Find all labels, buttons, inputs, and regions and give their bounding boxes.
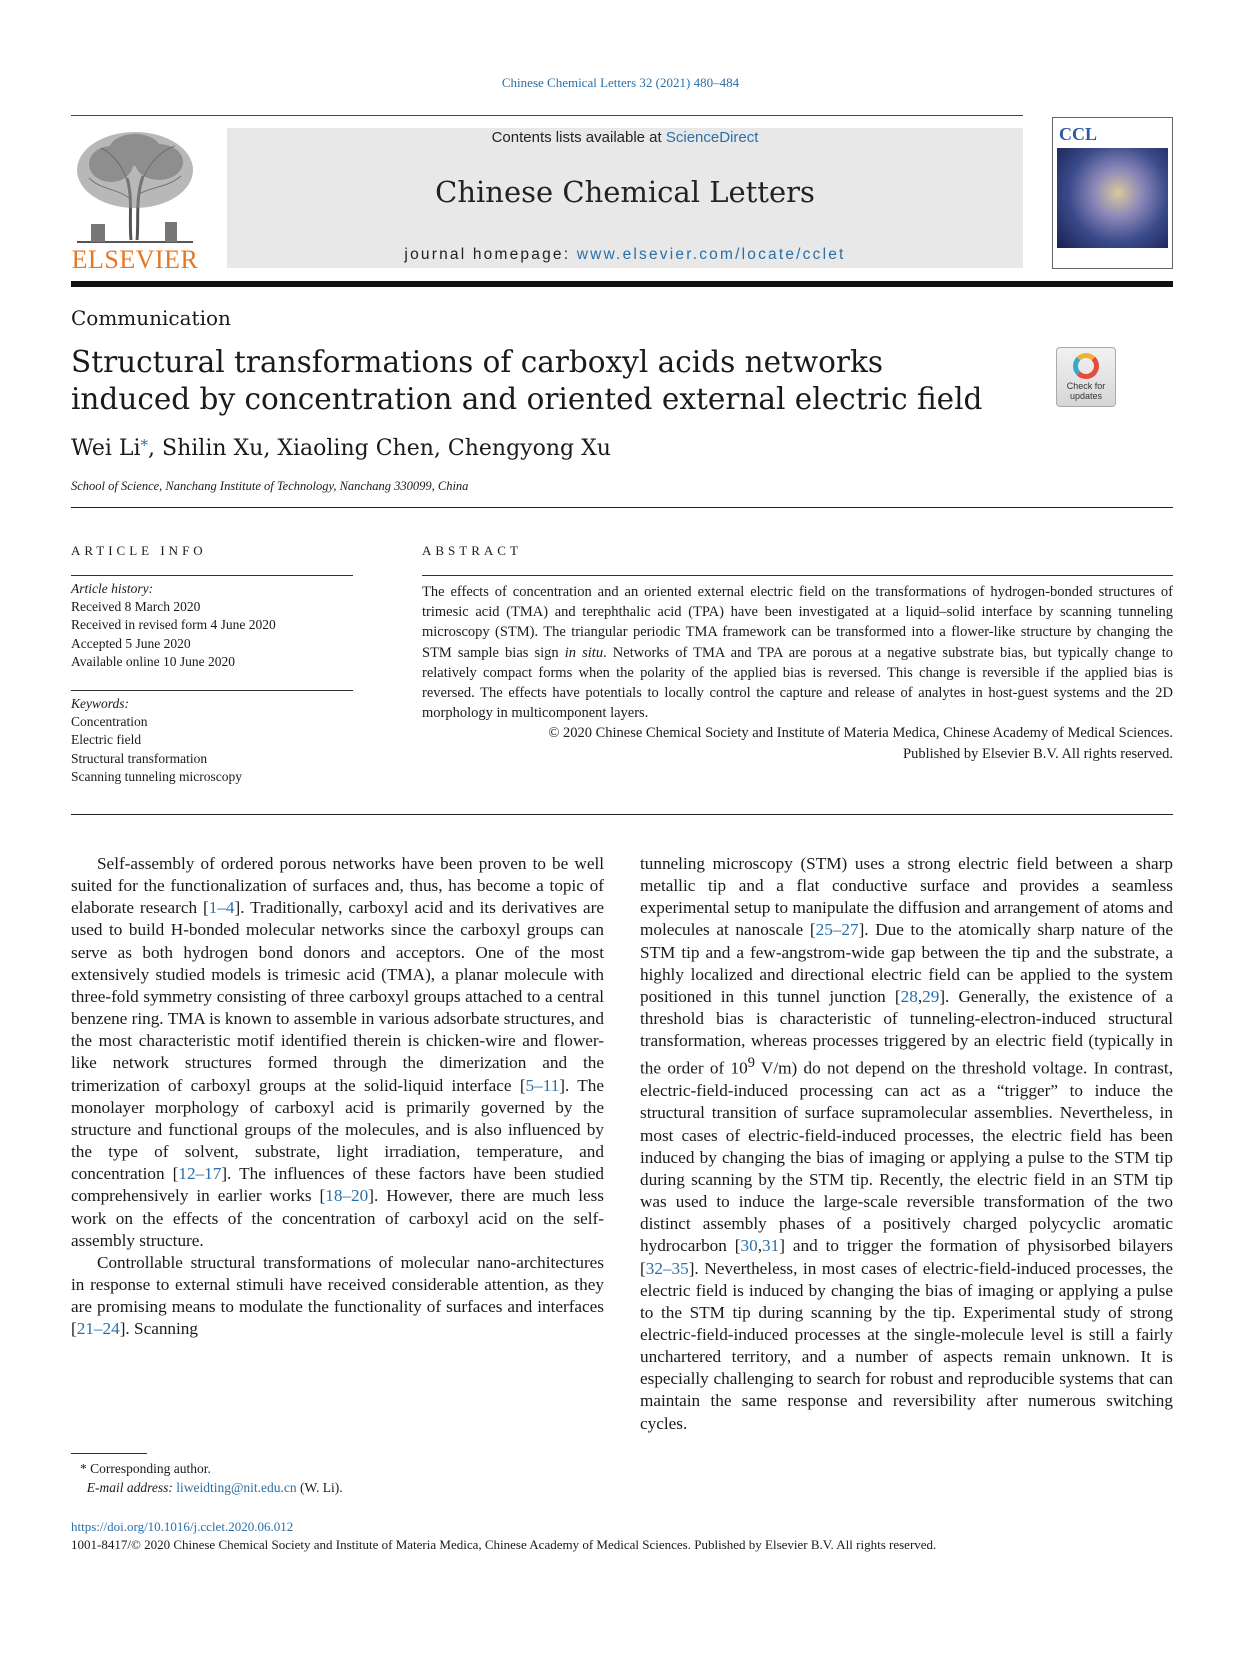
check-for-updates-button[interactable] bbox=[1056, 347, 1116, 407]
footnote bbox=[80, 1459, 343, 1497]
other-authors: , Shilin Xu, Xiaoling Chen, Chengyong Xu bbox=[148, 436, 611, 461]
article-title: Structural transformations of carboxyl acids networks induced by concentration and oriented external electric field bbox=[71, 345, 983, 416]
contents-prefix: Contents lists available at bbox=[491, 129, 666, 146]
citation-link[interactable]: 12–17 bbox=[178, 1164, 222, 1184]
crossmark-icon bbox=[1073, 353, 1099, 379]
section-rule bbox=[71, 507, 1173, 508]
history-item: Received 8 March 2020 bbox=[71, 599, 201, 615]
history-label: Article history: bbox=[71, 581, 154, 596]
keywords-rule bbox=[71, 690, 353, 691]
corresponding-author-marker[interactable]: * bbox=[140, 436, 149, 454]
history-item: Accepted 5 June 2020 bbox=[71, 635, 191, 651]
abstract-end-rule bbox=[71, 814, 1173, 815]
sciencedirect-link[interactable]: ScienceDirect bbox=[665, 129, 759, 146]
history-item: Received in revised form 4 June 2020 bbox=[71, 617, 276, 633]
issn-copyright: 1001-8417/© 2020 Chinese Chemical Society and Institute of Materia Medica, Chinese Academy of Medical Sciences. Published by Elsevier B.V. All rights reserved. bbox=[71, 1537, 937, 1552]
abstract-text bbox=[422, 582, 1173, 723]
abstract-heading: ABSTRACT bbox=[422, 543, 522, 558]
footnote-rule bbox=[71, 1453, 147, 1454]
footnote-text: Corresponding author. bbox=[90, 1461, 211, 1476]
body-text: ]. The influences of these factors have been studied comprehensively in earlier works [ bbox=[71, 1164, 604, 1206]
homepage-line bbox=[227, 246, 1023, 264]
footnote-star: * bbox=[80, 1461, 87, 1476]
abstract-copyright: Published by Elsevier B.V. All rights reserved. bbox=[903, 745, 1173, 762]
abstract-rule bbox=[422, 575, 1173, 576]
body-text: , bbox=[917, 986, 923, 1006]
citation-link[interactable]: 18–20 bbox=[325, 1186, 369, 1206]
article-history bbox=[71, 580, 276, 671]
body-column-left bbox=[71, 853, 604, 1340]
body-text: ] and to trigger the formation of physisorbed bilayers [ bbox=[640, 1236, 1173, 1278]
email-footnote bbox=[80, 1478, 343, 1497]
superscript: 9 bbox=[747, 1055, 755, 1072]
body-text: ]. Scanning bbox=[119, 1319, 198, 1339]
abstract-body bbox=[422, 582, 1173, 764]
body-text: , bbox=[757, 1236, 763, 1256]
keyword-item: Scanning tunneling microscopy bbox=[71, 768, 242, 784]
abstract-text-part: . Networks of TMA and TPA are porous at a negative substrate bias, but typically change to relatively compact forms when the polarity of the applied bias is reversed. This change is reversible if the applied bias is reversed. The effects have potentials to locally control the capture and release of analytes in host-guest systems and the 2D morphology in multicomponent layers. bbox=[422, 644, 1173, 722]
body-text: ]. Generally, the existence of a threshold bias is characteristic of tunneling-electron-induced structural transformation, whereas processes triggered by an electric field (typically in the order of 10 bbox=[640, 986, 1173, 1079]
journal-cover-thumbnail[interactable] bbox=[1052, 117, 1173, 269]
cover-image bbox=[1057, 148, 1168, 248]
journal-masthead bbox=[227, 128, 1023, 268]
homepage-link[interactable]: www.elsevier.com/locate/cclet bbox=[576, 246, 846, 263]
abstract-text-part: The effects of concentration and an oriented external electric field on the transformations of hydrogen-bonded structures of trimesic acid (TMA) and terephthalic acid (TPA) have been investigated at a liquid–solid interface by scanning tunneling microscopy (STM). The triangular periodic TMA framework can be transformed into a flower-like structure by changing the STM sample bias sign bbox=[422, 584, 1173, 661]
first-author: Wei Li bbox=[71, 436, 141, 461]
history-item: Available online 10 June 2020 bbox=[71, 653, 235, 669]
article-type: Communication bbox=[71, 306, 231, 330]
keywords-label: Keywords: bbox=[71, 696, 129, 711]
body-text: V/m) do not depend on the threshold voltage. In contrast, electric-field-induced processing can act as a “trigger” to induce the structural transition of surface supramolecular assemblies. Nevertheless, in most cases of electric-field-induced processes, the electric field has been induced by changing the bias of imaging or applying a pulse to the STM tip during scanning by the STM tip. Recently, the electric field in an STM tip was used to induce the large-scale reversible transformation of the two distinct assembly phases of a positively charged polycyclic aromatic hydrocarbon [ bbox=[640, 1059, 1173, 1256]
body-text: ]. Traditionally, carboxyl acid and its derivatives are used to build H-bonded molecular networks since the carboxyl groups can serve as both hydrogen bond donors and acceptors. One of the most extensively studied models is trimesic acid (TMA), a planar molecule with three-fold symmetry consisting of three carboxyl groups attached to a central benzene ring. TMA is known to assemble in various adsorbate structures, and the most characteristic motif identified therein is chicken-wire and flower-like network structures formed through the dimerization and the trimerization of carboxyl groups at the solid-liquid interface [ bbox=[71, 898, 604, 1095]
body-text: ]. However, there are much less work on the effects of the concentration of carboxyl acid on the self-assembly structure. bbox=[71, 1186, 604, 1250]
homepage-prefix: journal homepage: bbox=[404, 246, 577, 263]
body-text: ]. Due to the atomically sharp nature of the STM tip and a few-angstrom-wide gap between the tip and the substrate, a highly localized and directional electric field can be applied to the system positioned in this tunnel junction [ bbox=[640, 920, 1173, 1006]
masthead-thick-rule bbox=[71, 281, 1173, 287]
body-column-right bbox=[640, 853, 1173, 1435]
citation-link[interactable]: 29 bbox=[922, 986, 940, 1006]
author-list bbox=[71, 436, 611, 461]
citation-link[interactable]: 32–35 bbox=[645, 1258, 689, 1278]
citation-link[interactable]: 5–11 bbox=[525, 1075, 560, 1095]
journal-title: Chinese Chemical Letters bbox=[435, 175, 815, 209]
email-link[interactable]: liweidting@nit.edu.cn bbox=[176, 1480, 297, 1495]
article-info-rule bbox=[71, 575, 353, 576]
citation-link[interactable]: 30 bbox=[740, 1236, 758, 1256]
elsevier-wordmark: ELSEVIER bbox=[71, 245, 199, 274]
citation-link[interactable]: 21–24 bbox=[76, 1319, 120, 1339]
citation-link[interactable]: 25–27 bbox=[815, 920, 859, 940]
email-suffix: (W. Li). bbox=[296, 1480, 343, 1495]
abstract-copyright: © 2020 Chinese Chemical Society and Institute of Materia Medica, Chinese Academy of Medical Sciences. bbox=[548, 725, 1173, 742]
header-rule bbox=[71, 115, 1023, 116]
keyword-item: Concentration bbox=[71, 714, 148, 730]
keywords bbox=[71, 695, 242, 786]
crossmark-label: Check for updates bbox=[1066, 381, 1106, 401]
body-paragraph bbox=[640, 853, 1173, 1435]
body-text: ]. Nevertheless, in most cases of electric-field-induced processes, the electric field is induced by changing the bias of imaging or applying a pulse to the STM tip during scanning by the tip. Experimental study of strong electric-field-induced processes at the single-molecule level is still a fairly unchartered territory, and a number of aspects remain unknown. It is especially challenging to search for robust and reproducible systems that can maintain the same response and reversibility after numerous switching cycles. bbox=[640, 1258, 1173, 1433]
citation-link[interactable]: 1–4 bbox=[208, 898, 235, 918]
journal-reference[interactable]: Chinese Chemical Letters 32 (2021) 480–484 bbox=[501, 75, 740, 90]
article-info-heading: ARTICLE INFO bbox=[71, 543, 207, 558]
body-text: tunneling microscopy (STM) uses a strong electric field between a sharp metallic tip and a flat conductive surface and provides a seamless experimental setup to manipulate the diffusion and arrangement of atoms and molecules at nanoscale [ bbox=[640, 854, 1173, 940]
keyword-item: Structural transformation bbox=[71, 750, 208, 766]
citation-link[interactable]: 31 bbox=[762, 1236, 780, 1256]
abstract-italic: in situ bbox=[564, 644, 604, 661]
body-paragraph bbox=[71, 853, 604, 1252]
contents-line bbox=[227, 129, 1023, 146]
doi-link[interactable]: https://doi.org/10.1016/j.cclet.2020.06.012 bbox=[71, 1519, 294, 1534]
keyword-item: Electric field bbox=[71, 732, 142, 748]
corresponding-footnote bbox=[80, 1459, 343, 1478]
body-text: ]. The monolayer morphology of carboxyl acid is primarily governed by the structure and functional groups of the molecules, and is also influenced by the type of solvent, substrate, light irradiation, temperature, and concentration [ bbox=[71, 1075, 604, 1184]
cover-abbrev: CCL bbox=[1059, 124, 1098, 144]
affiliation: School of Science, Nanchang Institute of Technology, Nanchang 330099, China bbox=[71, 479, 469, 493]
body-paragraph bbox=[71, 1252, 604, 1341]
citation-link[interactable]: 28 bbox=[900, 986, 918, 1006]
body-text: Controllable structural transformations of molecular nano-architectures in response to external stimuli have received considerable attention, as they are promising means to modulate the functionality of surfaces and interfaces [ bbox=[71, 1252, 604, 1339]
body-text: Self-assembly of ordered porous networks have been proven to be well suited for the functionalization of surfaces and, thus, has become a topic of elaborate research [ bbox=[71, 854, 604, 918]
email-label: E-mail address: bbox=[86, 1480, 177, 1495]
